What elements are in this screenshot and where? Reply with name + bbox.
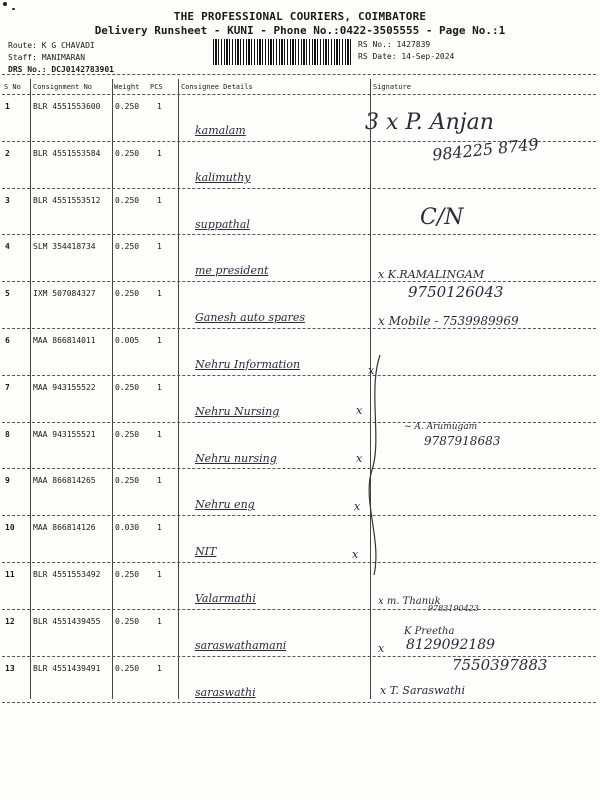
handwritten-mark: x [378, 642, 385, 655]
row-sno: 11 [5, 570, 15, 579]
row-sno: 9 [5, 476, 10, 486]
row-divider [2, 609, 596, 610]
row-consignee: Nehru eng [195, 498, 255, 512]
drs-label: DRS No.: DCJ0142783901 [8, 65, 114, 74]
row-sno: 13 [5, 663, 15, 673]
header-rule-top [2, 74, 596, 75]
row-pcs: 1 [157, 336, 162, 345]
row-weight: 0.250 [115, 148, 140, 158]
row-pcs: 1 [157, 429, 162, 439]
column-divider [112, 79, 113, 699]
row-consignee: saraswathamani [195, 638, 287, 652]
handwritten-mark: x [368, 364, 375, 377]
row-pcs: 1 [157, 523, 162, 533]
handwritten-mark: x [356, 452, 363, 465]
row-consignment-no: BLR 4551553584 [33, 148, 101, 158]
col-header-pcs: PCS [150, 83, 163, 91]
handwritten-phone: 8129092189 [406, 637, 496, 653]
handwritten-signature: x T. Saraswathi [380, 684, 465, 697]
row-divider [2, 515, 596, 516]
row-pcs: 1 [157, 102, 162, 111]
row-consignment-no: BLR 4551553600 [33, 102, 101, 111]
barcode [213, 39, 353, 65]
row-consignee: Nehru nursing [195, 451, 277, 465]
column-divider [178, 79, 179, 699]
row-consignee: saraswathi [195, 685, 256, 699]
column-divider [30, 79, 31, 699]
row-consignment-no: MAA 943155521 [33, 429, 96, 439]
handwritten-signature: x K.RAMALINGAM [378, 268, 485, 281]
row-weight: 0.250 [115, 570, 140, 579]
col-header-sno: S No [4, 83, 21, 91]
row-weight: 0.250 [115, 242, 140, 252]
row-weight: 0.250 [115, 289, 140, 299]
row-weight: 0.250 [115, 382, 140, 392]
row-pcs: 1 [157, 289, 162, 299]
row-divider [2, 328, 596, 329]
row-weight: 0.250 [115, 616, 140, 626]
row-consignment-no: MAA 943155522 [33, 382, 96, 392]
handwritten-phone: 9750126043 [408, 283, 504, 301]
runsheet-subtitle: Delivery Runsheet - KUNI - Phone No.:0422-3505555 - Page No.:1 [94, 24, 506, 37]
row-sno: 12 [5, 616, 15, 626]
row-consignment-no: MAA 866814126 [33, 523, 96, 533]
row-consignee: NIT [195, 545, 217, 559]
row-sno: 6 [5, 336, 10, 345]
row-sno: 5 [5, 289, 10, 299]
handwritten-mark: x [356, 404, 363, 417]
handwritten-signature: x Mobile - 7539989969 [378, 314, 519, 328]
row-consignee: Valarmathi [195, 592, 256, 605]
row-pcs: 1 [157, 148, 162, 158]
col-header-consignment: Consignment No [33, 83, 93, 91]
row-divider [2, 468, 596, 469]
col-header-weight: Weight [114, 83, 140, 91]
row-divider [2, 234, 596, 235]
row-consignee: Nehru Information [195, 358, 301, 371]
row-sno: 8 [5, 429, 10, 439]
header-rule-bottom [2, 94, 596, 95]
row-consignment-no: BLR 4551553492 [33, 570, 101, 579]
handwritten-phone: 9783190423 [428, 604, 479, 613]
row-weight: 0.250 [115, 195, 140, 205]
scan-speck [3, 2, 7, 6]
row-divider [2, 281, 596, 282]
row-pcs: 1 [157, 570, 162, 579]
row-weight: 0.005 [115, 336, 140, 345]
row-divider [2, 375, 596, 376]
handwritten-note: C/N [420, 205, 464, 230]
row-consignee: Nehru Nursing [195, 404, 280, 418]
row-consignment-no: BLR 4551553512 [33, 195, 101, 205]
col-header-consignee: Consignee Details [181, 83, 253, 91]
row-sno: 3 [5, 195, 10, 205]
brace-mark [360, 350, 390, 580]
row-sno: 1 [5, 102, 10, 111]
row-pcs: 1 [157, 382, 162, 392]
handwritten-mark: x [352, 548, 359, 561]
row-sno: 10 [5, 523, 15, 533]
handwritten-phone: 7550397883 [452, 656, 548, 674]
staff-label: Staff: MANIMARAN [8, 53, 86, 62]
row-pcs: 1 [157, 242, 162, 252]
row-weight: 0.250 [115, 663, 140, 673]
handwritten-phone: 984225 8749 [431, 134, 540, 165]
handwritten-signature: 3 x P. Anjan [365, 110, 494, 135]
handwritten-mark: x [354, 500, 361, 513]
handwritten-phone: 9787918683 [424, 434, 501, 448]
scan-speck [12, 8, 15, 10]
row-sno: 4 [5, 242, 10, 252]
rs-number: RS No.: 1427839 [358, 40, 431, 49]
row-pcs: 1 [157, 476, 162, 486]
row-sno: 2 [5, 148, 10, 158]
row-consignment-no: BLR 4551439455 [33, 616, 101, 626]
row-consignment-no: SLM 354418734 [33, 242, 96, 252]
row-consignment-no: BLR 4551439491 [33, 663, 101, 673]
handwritten-signature: ~ A. Arumugam [404, 422, 478, 432]
row-divider [2, 562, 596, 563]
row-consignment-no: MAA 866814265 [33, 476, 96, 486]
row-consignment-no: MAA 866814011 [33, 336, 96, 345]
route-label: Route: K G CHAVADI [8, 41, 95, 50]
row-sno: 7 [5, 382, 10, 392]
col-header-signature: Signature [373, 83, 411, 91]
row-pcs: 1 [157, 616, 162, 626]
row-consignee: suppathal [195, 217, 250, 231]
row-consignee: Ganesh auto spares [195, 311, 306, 325]
row-pcs: 1 [157, 195, 162, 205]
handwritten-signature: K Preetha [404, 626, 455, 637]
row-divider [2, 702, 596, 703]
row-pcs: 1 [157, 663, 162, 673]
rs-date: RS Date: 14-Sep-2024 [358, 52, 455, 61]
handwritten-signature: x m. Thanuk [378, 596, 441, 607]
row-divider [2, 422, 596, 423]
row-consignee: kalimuthy [195, 170, 251, 184]
row-weight: 0.250 [115, 429, 140, 439]
row-weight: 0.250 [115, 102, 140, 111]
row-consignee: kamalam [195, 124, 246, 137]
row-consignment-no: IXM 507084327 [33, 289, 96, 299]
row-divider [2, 188, 596, 189]
row-consignee: me president [195, 264, 269, 278]
runsheet-title: THE PROFESSIONAL COURIERS, COIMBATORE [173, 10, 427, 23]
row-weight: 0.250 [115, 476, 140, 486]
row-weight: 0.030 [115, 523, 140, 533]
